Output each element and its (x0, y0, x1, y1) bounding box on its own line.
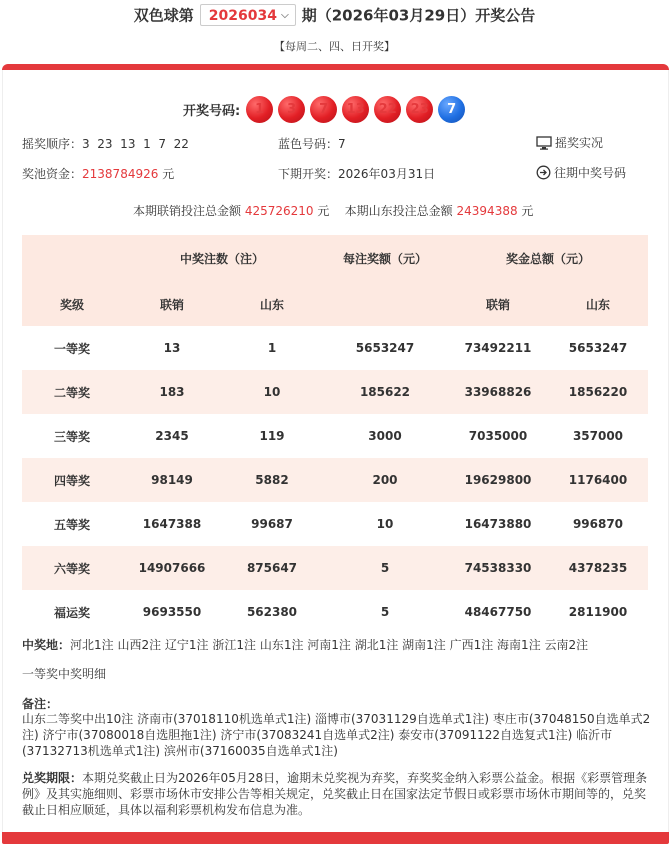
total-lianxiao: 19629800 (448, 458, 548, 502)
total-shandong: 2811900 (548, 590, 648, 634)
sd-sales-label: 本期山东投注总金额 (344, 204, 453, 218)
arrow-circle-icon (536, 165, 551, 180)
total-shandong: 1176400 (548, 458, 648, 502)
issue-select[interactable] (200, 4, 296, 26)
prize-each: 5653247 (322, 326, 448, 370)
chevron-down-icon: ⌵ (281, 10, 289, 21)
total-lianxiao: 73492211 (448, 326, 548, 370)
prize-level: 五等奖 (22, 502, 122, 546)
sales-unit: 元 (317, 204, 330, 218)
count-shandong: 5882 (222, 458, 322, 502)
draw-order-label: 摇奖顺序： (22, 137, 83, 151)
red-ball: 3 (278, 96, 305, 123)
table-row (22, 590, 648, 634)
count-lianxiao: 183 (122, 370, 222, 414)
sales-label: 本期联销投注总金额 (133, 204, 242, 218)
prize-table (22, 235, 648, 634)
deadline-label: 兑奖期限： (22, 771, 83, 785)
winning-regions-text: 河北1注 山西2注 辽宁1注 浙江1注 山东1注 河南1注 湖北1注 湖南1注 广西1注 海南1注 云南2注 (70, 638, 589, 652)
red-ball: 7 (310, 96, 337, 123)
prize-each: 200 (322, 458, 448, 502)
prize-level: 三等奖 (22, 414, 122, 458)
history-link[interactable] (536, 164, 626, 181)
table-row (22, 546, 648, 590)
red-ball: 1 (246, 96, 273, 123)
count-shandong: 99687 (222, 502, 322, 546)
prize-each: 5 (322, 590, 448, 634)
blue-number-label: 蓝色号码： (278, 137, 339, 151)
live-draw-link-label: 摇奖实况 (555, 136, 604, 150)
count-shandong: 1 (222, 326, 322, 370)
table-row (22, 326, 648, 370)
deadline-text: 本期兑奖截止日为2026年05月28日，逾期未兑奖视为弃奖，弃奖奖金纳入彩票公益金。根据《彩票管理条例》及其实施细则、彩票市场休市安排公告等相关规定，兑奖截止日在国家法定节假日或彩票市场休市期间等的，兑奖截止日相应顺延，具体以福利彩票机构发布信息为准。 (22, 771, 648, 817)
live-draw-link[interactable] (536, 134, 603, 151)
draw-schedule: 【每周二、四、日开奖】 (274, 40, 395, 53)
redemption-deadline (22, 770, 652, 818)
prize-level: 四等奖 (22, 458, 122, 502)
blue-ball: 7 (438, 96, 465, 123)
total-lianxiao: 74538330 (448, 546, 548, 590)
issue-value: 2026034 (208, 8, 277, 24)
sd-sales-unit: 元 (521, 204, 534, 218)
count-lianxiao: 2345 (122, 414, 222, 458)
blue-number (278, 135, 346, 152)
next-draw-label: 下期开奖： (278, 167, 339, 181)
table-row (22, 458, 648, 502)
total-shandong: 5653247 (548, 326, 648, 370)
red-ball: 23 (406, 96, 433, 123)
prize-pool (22, 165, 174, 182)
table-row (22, 370, 648, 414)
notes-label: 备注： (22, 697, 59, 711)
prize-level: 六等奖 (22, 546, 122, 590)
header-lianxiao: 联销 (448, 282, 548, 326)
prize-each: 5 (322, 546, 448, 590)
winning-regions (22, 636, 588, 653)
table-header-row (22, 235, 648, 282)
total-lianxiao: 7035000 (448, 414, 548, 458)
header-empty-cell (22, 235, 122, 282)
table-row (22, 502, 648, 546)
draw-order (22, 135, 189, 152)
total-lianxiao: 33968826 (448, 370, 548, 414)
title-suffix: 期（2026年03月29日）开奖公告 (301, 6, 536, 25)
next-draw (278, 165, 435, 182)
prize-pool-label: 奖池资金： (22, 167, 83, 181)
total-shandong: 4378235 (548, 546, 648, 590)
total-shandong: 1856220 (548, 370, 648, 414)
history-link-label: 往期中奖号码 (554, 166, 627, 180)
header-empty-cell (322, 282, 448, 326)
prize-each: 3000 (322, 414, 448, 458)
page-title (0, 4, 669, 26)
sales-value: 425726210 (244, 204, 314, 218)
header-lianxiao: 联销 (122, 282, 222, 326)
monitor-icon (536, 136, 552, 150)
prize-each: 185622 (322, 370, 448, 414)
total-shandong: 996870 (548, 502, 648, 546)
prize-pool-unit: 元 (162, 167, 175, 181)
prize-level: 二等奖 (22, 370, 122, 414)
count-shandong: 875647 (222, 546, 322, 590)
blue-number-value: 7 (338, 137, 346, 151)
header-total-prize: 奖金总额（元） (448, 235, 648, 282)
total-lianxiao: 48467750 (448, 590, 548, 634)
first-prize-detail-heading: 一等奖中奖明细 (22, 667, 107, 681)
prize-each: 10 (322, 502, 448, 546)
winning-regions-label: 中奖地： (22, 638, 71, 652)
next-draw-value: 2026年03月31日 (338, 167, 436, 181)
table-row (22, 414, 648, 458)
prize-pool-value: 2138784926 (82, 167, 159, 181)
count-lianxiao: 9693550 (122, 590, 222, 634)
prize-level: 福运奖 (22, 590, 122, 634)
draw-order-value: 3 23 13 1 7 22 (82, 137, 189, 151)
header-shandong: 山东 (548, 282, 648, 326)
header-level: 奖级 (22, 282, 122, 326)
header-each-prize: 每注奖额（元） (322, 235, 448, 282)
prize-level: 一等奖 (22, 326, 122, 370)
count-lianxiao: 13 (122, 326, 222, 370)
notes-text: 山东二等奖中出10注 济南市(37018110机选单式1注) 淄博市(37031129自选单式1注) 枣庄市(37048150自选单式2注) 济宁市(37080018自选胆拖1注) 济宁市(37083241自选单式2注) 泰安市(37091122自选复式1注) 临沂市(37132713机选单式1注) 滨州市(37160035自选单式1注) (22, 712, 651, 758)
red-ball: 13 (342, 96, 369, 123)
count-shandong: 119 (222, 414, 322, 458)
table-subheader-row (22, 282, 648, 326)
sales-totals (133, 202, 533, 219)
winning-numbers (183, 94, 470, 124)
count-lianxiao: 1647388 (122, 502, 222, 546)
title-prefix: 双色球第 (133, 6, 194, 25)
count-lianxiao: 14907666 (122, 546, 222, 590)
count-shandong: 562380 (222, 590, 322, 634)
red-ball: 22 (374, 96, 401, 123)
sd-sales-value: 24394388 (456, 204, 518, 218)
count-shandong: 10 (222, 370, 322, 414)
total-shandong: 357000 (548, 414, 648, 458)
winning-numbers-label: 开奖号码: (183, 103, 241, 119)
page-header (0, 0, 669, 64)
header-win-count: 中奖注数（注） (122, 235, 322, 282)
count-lianxiao: 98149 (122, 458, 222, 502)
header-shandong: 山东 (222, 282, 322, 326)
bottom-red-bar (2, 832, 669, 844)
total-lianxiao: 16473880 (448, 502, 548, 546)
